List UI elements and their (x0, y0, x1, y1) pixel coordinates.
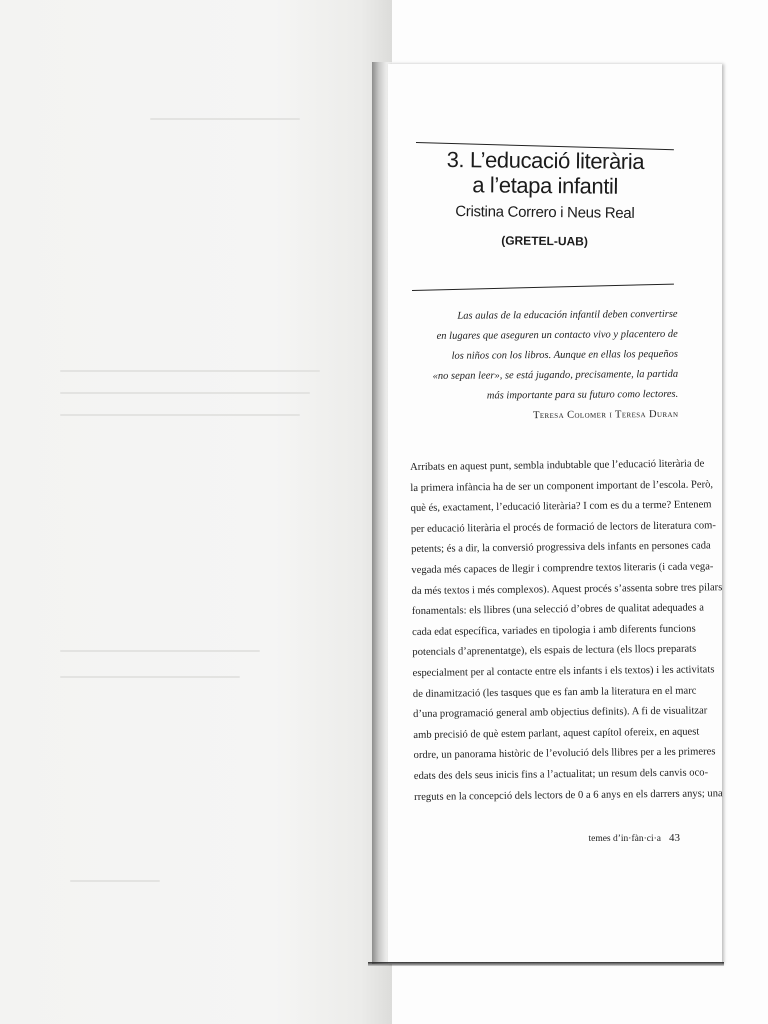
body-line: vegada més capaces de llegir i comprendre textos literaris (i cada vega- (411, 561, 714, 576)
chapter-title-line-1: 3. L’educació literària (446, 146, 645, 175)
chapter-title-line-2: a l’etapa infantil (472, 172, 619, 199)
body-line: per educació literària el procés de formació de lectors de literatura com- (410, 520, 716, 535)
epigraph-line: «no sepan leer», se está jugando, precisamente, la partida (432, 368, 679, 382)
body-line: especialment per al contacte entre els infants i els textos) i les activitats (412, 664, 715, 679)
body-line: da més textos i més complexos). Aquest procés s’assenta sobre tres pilars (411, 581, 723, 597)
bleed-through-line (150, 118, 300, 120)
body-line: fonamentals: els llibres (una selecció d’obres de qualitat adequades a (411, 602, 705, 618)
epigraph-line: en lugares que aseguren un contacto vivo y placentero de (436, 328, 678, 342)
chapter-affiliation: (GRETEL-UAB) (501, 233, 588, 249)
running-title: temes d’in·fàn·ci·a (588, 834, 661, 844)
page-footer (560, 832, 680, 844)
body-line: ordre, un panorama històric de l’evolució dels llibres per a les primeres (413, 746, 716, 762)
bleed-through-line (60, 676, 240, 678)
bleed-through-line (60, 414, 300, 416)
body-line: petents; és a dir, la conversió progressiva dels infants en persones cada (411, 540, 711, 556)
chapter-heading (399, 146, 690, 251)
body-paragraph (410, 455, 723, 808)
body-line: Arribats en aquest punt, sembla indubtable que l’educació literària de (410, 458, 705, 473)
bleed-through-line (60, 650, 260, 652)
epigraph-line: más importante para su futuro como lectores. (486, 388, 679, 402)
bleed-through-line (60, 392, 310, 394)
page-edge-shadow (368, 962, 724, 966)
epigraph (409, 305, 678, 427)
body-line: la primera infància ha de ser un component important de l’escola. Però, (410, 478, 714, 494)
epigraph-author: Teresa Colomer i Teresa Duran (532, 408, 679, 422)
body-line: potencials d’aprenentatge), els espais de lectura (els llocs preparats (412, 643, 697, 659)
page-number: 43 (669, 832, 680, 844)
bleed-through-line (60, 370, 320, 372)
body-line: cada edat específica, variades en tipologia i amb diferents funcions (412, 623, 696, 638)
body-line: rreguts en la concepció dels lectors de 0 a 6 anys en els darrers anys; una (414, 787, 723, 803)
bleed-through-line (70, 880, 160, 882)
body-line: amb precisió de què estem parlant, aquest capítol ofereix, en aquest (413, 726, 700, 741)
epigraph-line: Las aulas de la educación infantil deben convertirse (457, 308, 678, 322)
chapter-authors: Cristina Correro i Neus Real (455, 203, 635, 222)
body-line: què és, exactament, l’educació literària? I com es du a terme? Entenem (410, 499, 712, 515)
body-line: d’una programació general amb objectius definits). A fi de visualitzar (413, 705, 708, 721)
body-line: edats des dels seus inicis fins a l’actualitat; un resum dels canvis oco- (413, 767, 709, 782)
body-line: de dinamització (les tasques que es fan amb la literatura en el marc (412, 685, 697, 700)
epigraph-line: los niños con los libros. Aunque en ellas los pequeños (451, 348, 678, 362)
